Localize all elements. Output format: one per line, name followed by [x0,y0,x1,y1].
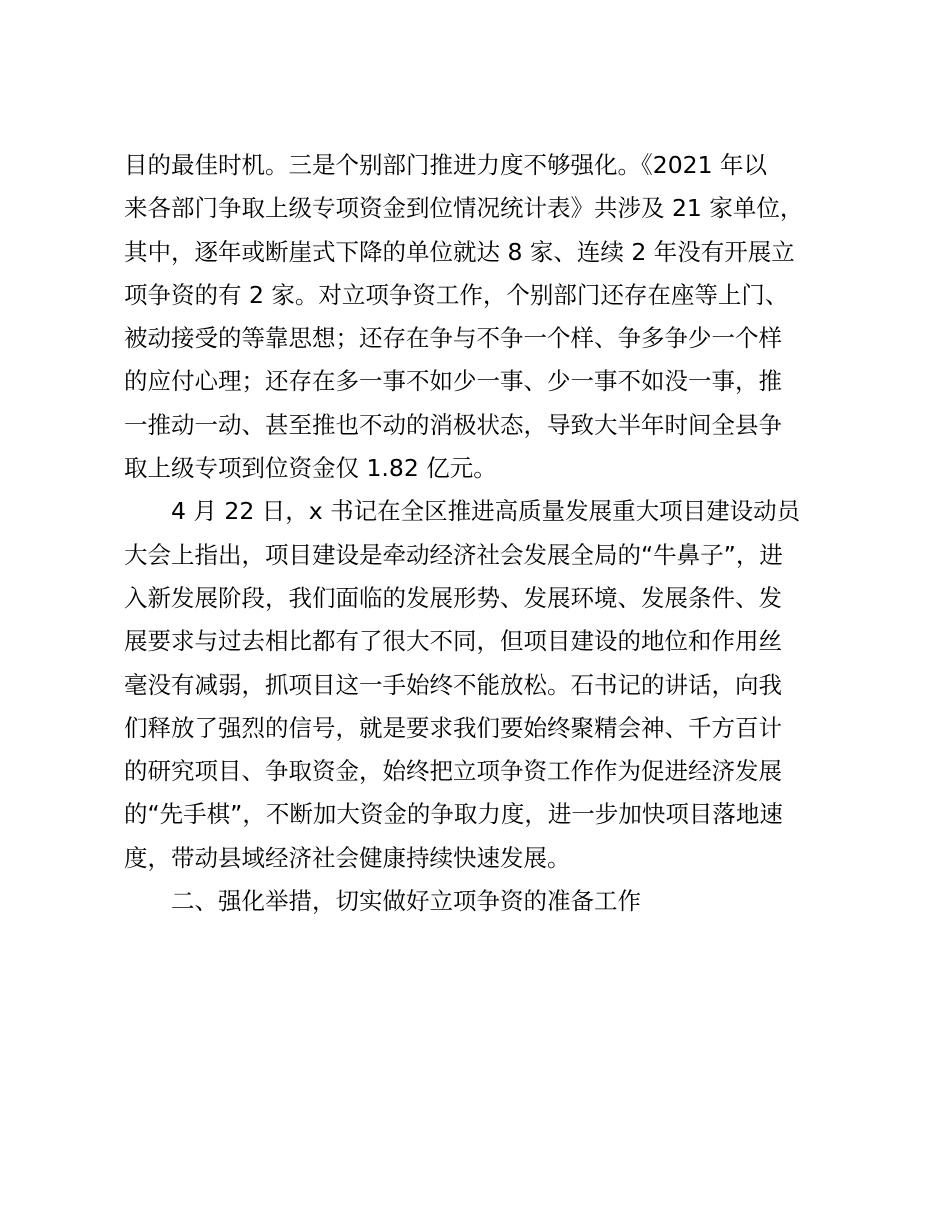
paragraph-2-line-9: 度，带动县域经济社会健康持续快速发展。 [124,843,571,872]
paragraph-2-line-7: 的研究项目、争取资金，始终把立项争资工作作为促进经济发展 [124,757,782,786]
paragraph-1-line-6: 的应付心理；还存在多一事不如少一事、少一事不如没一事，推 [124,367,782,396]
paragraph-2-line-3: 入新发展阶段，我们面临的发展形势、发展环境、发展条件、发 [124,583,782,612]
paragraph-1-line-7: 一推动一动、甚至推也不动的消极状态，导致大半年时间全县争 [124,410,782,439]
paragraph-2-line-2: 大会上指出，项目建设是牵动经济社会发展全局的“牛鼻子”，进 [124,540,783,569]
paragraph-1-line-2: 来各部门争取上级专项资金到位情况统计表》共涉及 21 家单位， [124,194,804,223]
paragraph-2-line-1: 4 月 22 日，x 书记在全区推进高质量发展重大项目建设动员 [171,497,801,526]
document-page [124,144,830,923]
paragraph-1-line-5: 被动接受的等靠思想；还存在争与不争一个样、争多争少一个样 [124,324,782,353]
paragraph-2-line-8: 的“先手棋”，不断加大资金的争取力度，进一步加快项目落地速 [124,800,783,829]
paragraph-1-line-8: 取上级专项到位资金仅 1.82 亿元。 [124,454,497,483]
section-heading: 二、强化举措，切实做好立项争资的准备工作 [171,887,641,916]
paragraph-2-line-6: 们释放了强烈的信号，就是要求我们要始终聚精会神、千方百计 [124,713,782,742]
paragraph-1-line-1: 目的最佳时机。三是个别部门推进力度不够强化。《2021 年以 [124,151,768,179]
paragraph-1-line-4: 项争资的有 2 家。对立项争资工作，个别部门还存在座等上门、 [124,280,789,309]
paragraph-2-line-5: 毫没有减弱，抓项目这一手始终不能放松。石书记的讲话，向我 [124,670,782,699]
paragraph-2-line-4: 展要求与过去相比都有了很大不同，但项目建设的地位和作用丝 [124,627,782,656]
paragraph-1-line-3: 其中，逐年或断崖式下降的单位就达 8 家、连续 2 年没有开展立 [124,237,795,266]
